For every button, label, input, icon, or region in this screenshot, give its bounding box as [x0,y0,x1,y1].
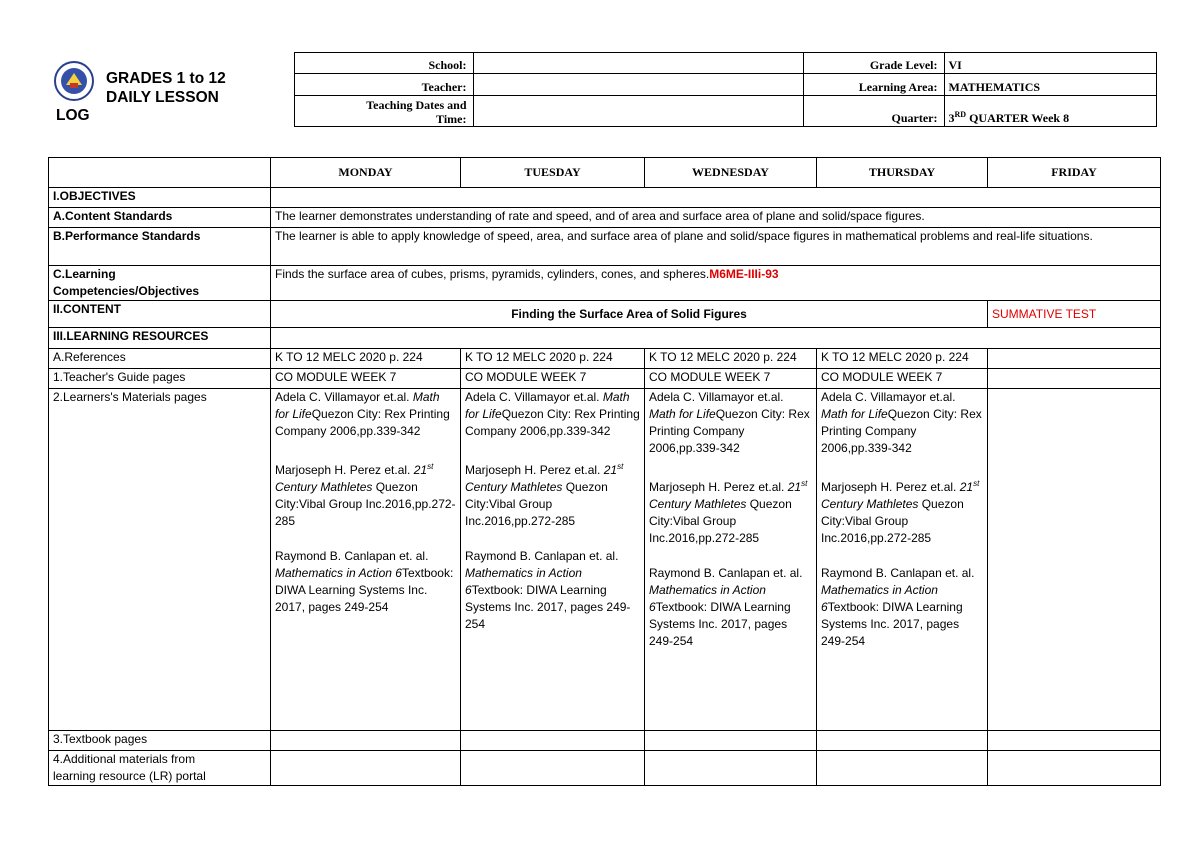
dll-title-block [48,53,294,127]
learners-materials-wednesday: Adela C. Villamayor et.al. Math for LifeQuezon City: Rex Printing Company 2006,pp.339-342 Marjoseph H. Perez et.al. 21st Century Mathletes Quezon City:Vibal Group Inc.2016,pp.272-285 Raymond B. Canlapan et. al. Mathematics in Action 6Textbook: DIWA Learning Systems Inc. 2017, pages 249-254 [645,389,817,731]
tg-friday [988,369,1161,389]
content-title: Finding the Surface Area of Solid Figures [271,301,988,328]
teachers-guide-label: 1.Teacher's Guide pages [49,369,271,389]
day-wednesday: WEDNESDAY [645,158,817,188]
lesson-table [48,157,1161,786]
learning-area-label: Learning Area: [803,74,944,96]
teaching-dates-label: Teaching Dates and Time: [294,96,473,127]
references-tuesday: K TO 12 MELC 2020 p. 224 [461,349,645,369]
corner-cell [49,158,271,188]
day-tuesday: TUESDAY [461,158,645,188]
day-monday: MONDAY [271,158,461,188]
additional-materials-label: 4.Additional materials from learning resource (LR) portal [49,751,271,786]
learners-materials-friday [988,389,1161,731]
teacher-label: Teacher: [294,74,473,96]
content-label: II.CONTENT [49,301,271,328]
references-label: A.References [49,349,271,369]
competencies-label: C.Learning Competencies/Objectives [49,266,271,301]
performance-standards-label: B.Performance Standards [49,228,271,266]
school-label: School: [294,53,473,74]
day-friday: FRIDAY [988,158,1161,188]
competency-code: M6ME-IIIi-93 [709,267,779,281]
tg-monday: CO MODULE WEEK 7 [271,369,461,389]
day-thursday: THURSDAY [817,158,988,188]
teaching-dates-field[interactable] [473,96,803,127]
learners-materials-tuesday: Adela C. Villamayor et.al. Math for LifeQuezon City: Rex Printing Company 2006,pp.339-342 Marjoseph H. Perez et.al. 21st Century Mathletes Quezon City:Vibal Group Inc.2016,pp.272-285 Raymond B. Canlapan et. al. Mathematics in Action 6Textbook: DIWA Learning Systems Inc. 2017, pages 249-254 [461,389,645,731]
textbook-pages-label: 3.Textbook pages [49,731,271,751]
summative-test-label: SUMMATIVE TEST [988,301,1161,328]
objectives-heading: I.OBJECTIVES [49,188,271,208]
tg-wednesday: CO MODULE WEEK 7 [645,369,817,389]
school-field[interactable] [473,53,803,74]
header-table [48,52,1157,127]
quarter-label: Quarter: [803,96,944,127]
content-standards-text: The learner demonstrates understanding of rate and speed, and of area and surface area of plane and solid/space figures. [271,208,1161,228]
learners-materials-monday: Adela C. Villamayor et.al. Math for LifeQuezon City: Rex Printing Company 2006,pp.339-342 Marjoseph H. Perez et.al. 21st Century Mathletes Quezon City:Vibal Group Inc.2016,pp.272-285 Raymond B. Canlapan et. al. Mathematics in Action 6Textbook: DIWA Learning Systems Inc. 2017, pages 249-254 [271,389,461,731]
learners-materials-label: 2.Learners's Materials pages [49,389,271,731]
dll-title: GRADES 1 to 12 DAILY LESSON [106,69,226,106]
learners-materials-thursday: Adela C. Villamayor et.al. Math for LifeQuezon City: Rex Printing Company 2006,pp.339-342 Marjoseph H. Perez et.al. 21st Century Mathletes Quezon City:Vibal Group Inc.2016,pp.272-285 Raymond B. Canlapan et. al. Mathematics in Action 6Textbook: DIWA Learning Systems Inc. 2017, pages 249-254 [817,389,988,731]
references-monday: K TO 12 MELC 2020 p. 224 [271,349,461,369]
references-thursday: K TO 12 MELC 2020 p. 224 [817,349,988,369]
tg-thursday: CO MODULE WEEK 7 [817,369,988,389]
competencies-text: Finds the surface area of cubes, prisms, pyramids, cylinders, cones, and spheres.M6ME-IIIi-93 [271,266,1161,301]
performance-standards-text: The learner is able to apply knowledge of speed, area, and surface area of plane and solid/space figures in mathematical problems and real-life situations. [271,228,1161,266]
references-friday [988,349,1161,369]
tg-tuesday: CO MODULE WEEK 7 [461,369,645,389]
content-standards-label: A.Content Standards [49,208,271,228]
references-wednesday: K TO 12 MELC 2020 p. 224 [645,349,817,369]
dll-title-line3: LOG [56,106,90,124]
quarter-field[interactable]: 3RD QUARTER Week 8 [944,96,1156,127]
grade-level-label: Grade Level: [803,53,944,74]
learning-resources-heading: III.LEARNING RESOURCES [49,328,271,349]
grade-level-field[interactable]: VI [944,53,1156,74]
deped-seal-logo [54,61,94,101]
teacher-field[interactable] [473,74,803,96]
learning-area-field[interactable]: MATHEMATICS [944,74,1156,96]
